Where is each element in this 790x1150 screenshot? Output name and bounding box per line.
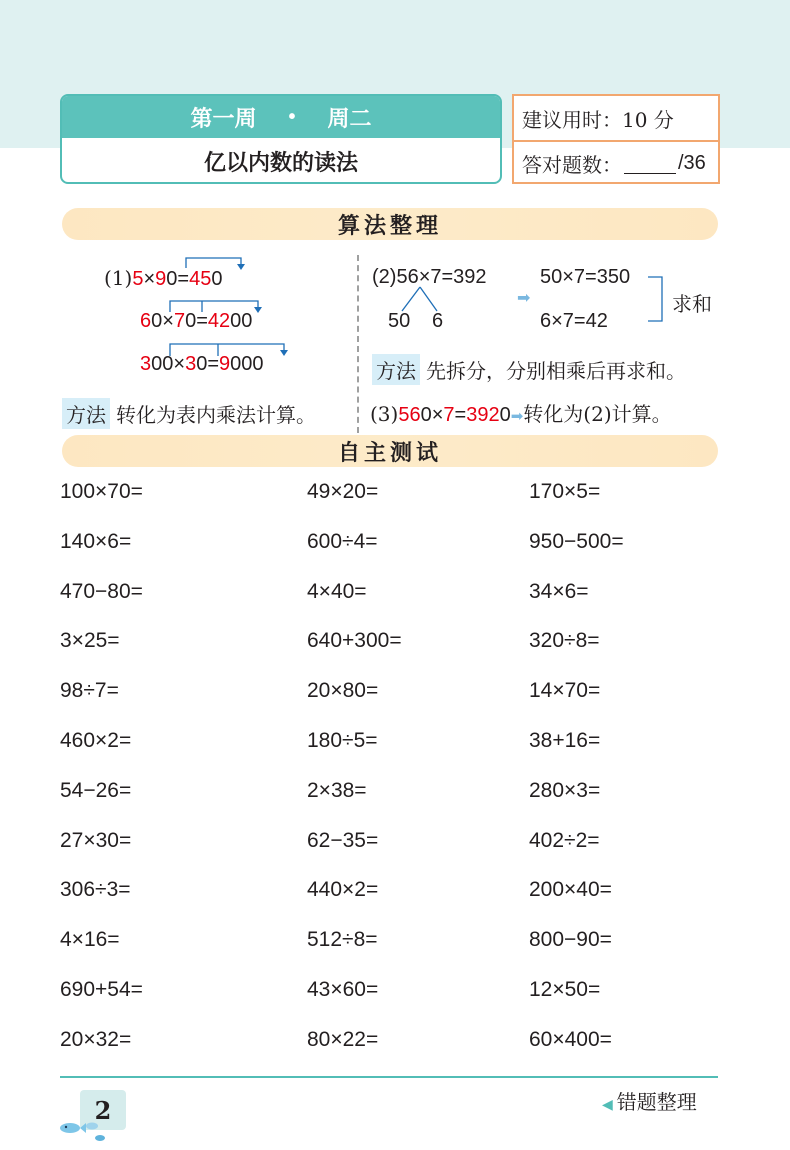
problem-item: 640+300= bbox=[307, 629, 402, 653]
problem-item: 180÷5= bbox=[307, 729, 378, 752]
part1-l3-seg1: 00 bbox=[151, 353, 174, 375]
problem-item: 460×2= bbox=[60, 729, 132, 752]
part1-label: (1) bbox=[104, 266, 133, 290]
problem-item: 62−35= bbox=[307, 828, 379, 852]
part1-l1-seg3: 0 bbox=[166, 268, 178, 290]
bracket-line1 bbox=[186, 258, 241, 268]
part2-sum-label: 求和 bbox=[672, 292, 712, 316]
part2-split-a: 50 bbox=[388, 310, 411, 332]
part3-seg1: 6 bbox=[409, 404, 421, 426]
problem-item: 440×2= bbox=[307, 878, 379, 902]
problem-item: 140×6= bbox=[60, 529, 132, 553]
part1-l2-seg5: = bbox=[196, 310, 208, 332]
part3-seg0: 5 bbox=[398, 404, 410, 426]
problem-item: 38+16= bbox=[529, 729, 601, 752]
part2-expr: (2)56×7=392 bbox=[372, 266, 487, 288]
part1-l2-seg3: 7 bbox=[173, 310, 186, 332]
part1-l2-seg2: × bbox=[162, 310, 174, 332]
correct-count-total: /36 bbox=[678, 151, 706, 174]
part3-seg6: 392 bbox=[466, 404, 500, 426]
panel-divider bbox=[357, 255, 359, 433]
part3-seg4: 7 bbox=[443, 404, 455, 426]
part2-method-text: 先拆分，分别相乘后再求和。 bbox=[426, 359, 686, 383]
problem-item: 200×40= bbox=[529, 878, 612, 902]
bracket-line3-a bbox=[170, 344, 284, 356]
problem-item: 14×70= bbox=[529, 679, 601, 703]
day-label: 周二 bbox=[327, 105, 372, 131]
problem-item: 54−26= bbox=[60, 778, 132, 802]
part1-l3-seg2: × bbox=[173, 353, 186, 375]
part2-calc1: 50×7=350 bbox=[540, 266, 631, 288]
problem-item: 98÷7= bbox=[60, 679, 119, 703]
part1-l3-seg5: = bbox=[207, 353, 219, 375]
problem-item: 690+54= bbox=[60, 978, 143, 1001]
part3-seg3: × bbox=[431, 404, 444, 426]
part1-l3-seg4: 0 bbox=[196, 353, 208, 375]
part3-seg7: 0 bbox=[499, 404, 511, 426]
split-line-left bbox=[402, 287, 420, 311]
part1-method-tag: 方法 bbox=[62, 398, 110, 429]
problem-item: 306÷3= bbox=[60, 878, 131, 902]
fish-icon bbox=[56, 1116, 116, 1146]
part2-arrow: ➡ bbox=[517, 290, 531, 307]
algorithm-section-title: 算法整理 bbox=[62, 208, 718, 240]
suggested-time: 建议用时：10 分 bbox=[522, 107, 674, 132]
part1-l1-seg5: 45 bbox=[189, 268, 212, 290]
problem-item: 3×25= bbox=[60, 629, 120, 653]
problem-item: 320÷8= bbox=[529, 629, 600, 653]
problem-item: 950−500= bbox=[529, 529, 624, 553]
part1-method bbox=[62, 398, 316, 429]
correct-count-label: 答对题数： bbox=[522, 152, 622, 177]
part3-seg5: = bbox=[454, 404, 467, 426]
problem-item: 60×400= bbox=[529, 1027, 612, 1051]
page-number: 2 bbox=[80, 1090, 126, 1130]
part2-calc2: 6×7=42 bbox=[540, 310, 608, 332]
part1-l3-seg6: 9 bbox=[219, 353, 231, 375]
part1-l2-seg7: 00 bbox=[230, 310, 253, 332]
week-label: 第一周 bbox=[190, 105, 257, 131]
bracket-arrow1 bbox=[237, 264, 245, 270]
part1-l3-seg3: 3 bbox=[185, 353, 197, 375]
problem-item: 170×5= bbox=[529, 480, 601, 503]
problem-item: 34×6= bbox=[529, 579, 589, 603]
part1-l1-seg0: 5 bbox=[132, 268, 144, 290]
triangle-left-icon: ◀ bbox=[602, 1097, 613, 1113]
part1-l3-seg0: 3 bbox=[140, 353, 152, 375]
part3-arrow: ➡ bbox=[510, 408, 524, 425]
part1-l2-seg4: 0 bbox=[185, 310, 197, 332]
problem-item: 600÷4= bbox=[307, 529, 378, 553]
part1-l1-seg4: = bbox=[177, 268, 190, 290]
part3-seg2: 0 bbox=[420, 404, 432, 426]
error-review-label bbox=[602, 1086, 697, 1115]
problem-item: 280×3= bbox=[529, 778, 601, 802]
problem-item: 20×32= bbox=[60, 1027, 132, 1051]
part2-split-b: 6 bbox=[432, 310, 444, 332]
part1-l1-seg1: × bbox=[143, 268, 156, 290]
part1-l1-seg2: 9 bbox=[155, 268, 167, 290]
problem-item: 4×40= bbox=[307, 579, 367, 603]
part1-l2-seg1: 0 bbox=[151, 310, 163, 332]
problem-item: 20×80= bbox=[307, 679, 379, 703]
problem-item: 2×38= bbox=[307, 778, 367, 802]
part2-method-tag: 方法 bbox=[372, 354, 420, 385]
part1-l2-seg0: 6 bbox=[140, 310, 152, 332]
bracket-arrow3 bbox=[280, 350, 288, 356]
footer-divider bbox=[60, 1076, 718, 1078]
part1-l3-seg7: 000 bbox=[230, 353, 264, 375]
problem-item: 49×20= bbox=[307, 480, 379, 503]
part3-line bbox=[370, 398, 672, 427]
problem-item: 12×50= bbox=[529, 978, 601, 1001]
test-section-title: 自主测试 bbox=[62, 435, 718, 467]
problem-item: 100×70= bbox=[60, 480, 143, 503]
lesson-title: 亿以内数的读法 bbox=[203, 149, 358, 175]
problem-item: 80×22= bbox=[307, 1027, 379, 1051]
problem-item: 512÷8= bbox=[307, 928, 378, 952]
part2-method bbox=[372, 354, 686, 385]
part1-l1-seg6: 0 bbox=[211, 268, 223, 290]
part1-method-text: 转化为表内乘法计算。 bbox=[116, 403, 316, 427]
bracket-line2-a bbox=[170, 301, 258, 312]
dot-separator: • bbox=[288, 105, 296, 128]
part1-l2-seg6: 42 bbox=[207, 310, 231, 332]
error-review-text: 错题整理 bbox=[616, 1090, 697, 1114]
problem-item: 402÷2= bbox=[529, 828, 600, 852]
problem-item: 800−90= bbox=[529, 928, 612, 952]
sum-bracket bbox=[648, 277, 662, 321]
part3-tail: 转化为(2)计算。 bbox=[523, 402, 672, 426]
problem-item: 27×30= bbox=[60, 828, 132, 852]
problem-item: 4×16= bbox=[60, 928, 120, 952]
split-line-right bbox=[420, 287, 437, 311]
problem-item: 470−80= bbox=[60, 579, 143, 603]
part3-label: (3) bbox=[370, 402, 399, 426]
problem-item: 43×60= bbox=[307, 978, 379, 1001]
bracket-arrow2 bbox=[254, 307, 262, 313]
